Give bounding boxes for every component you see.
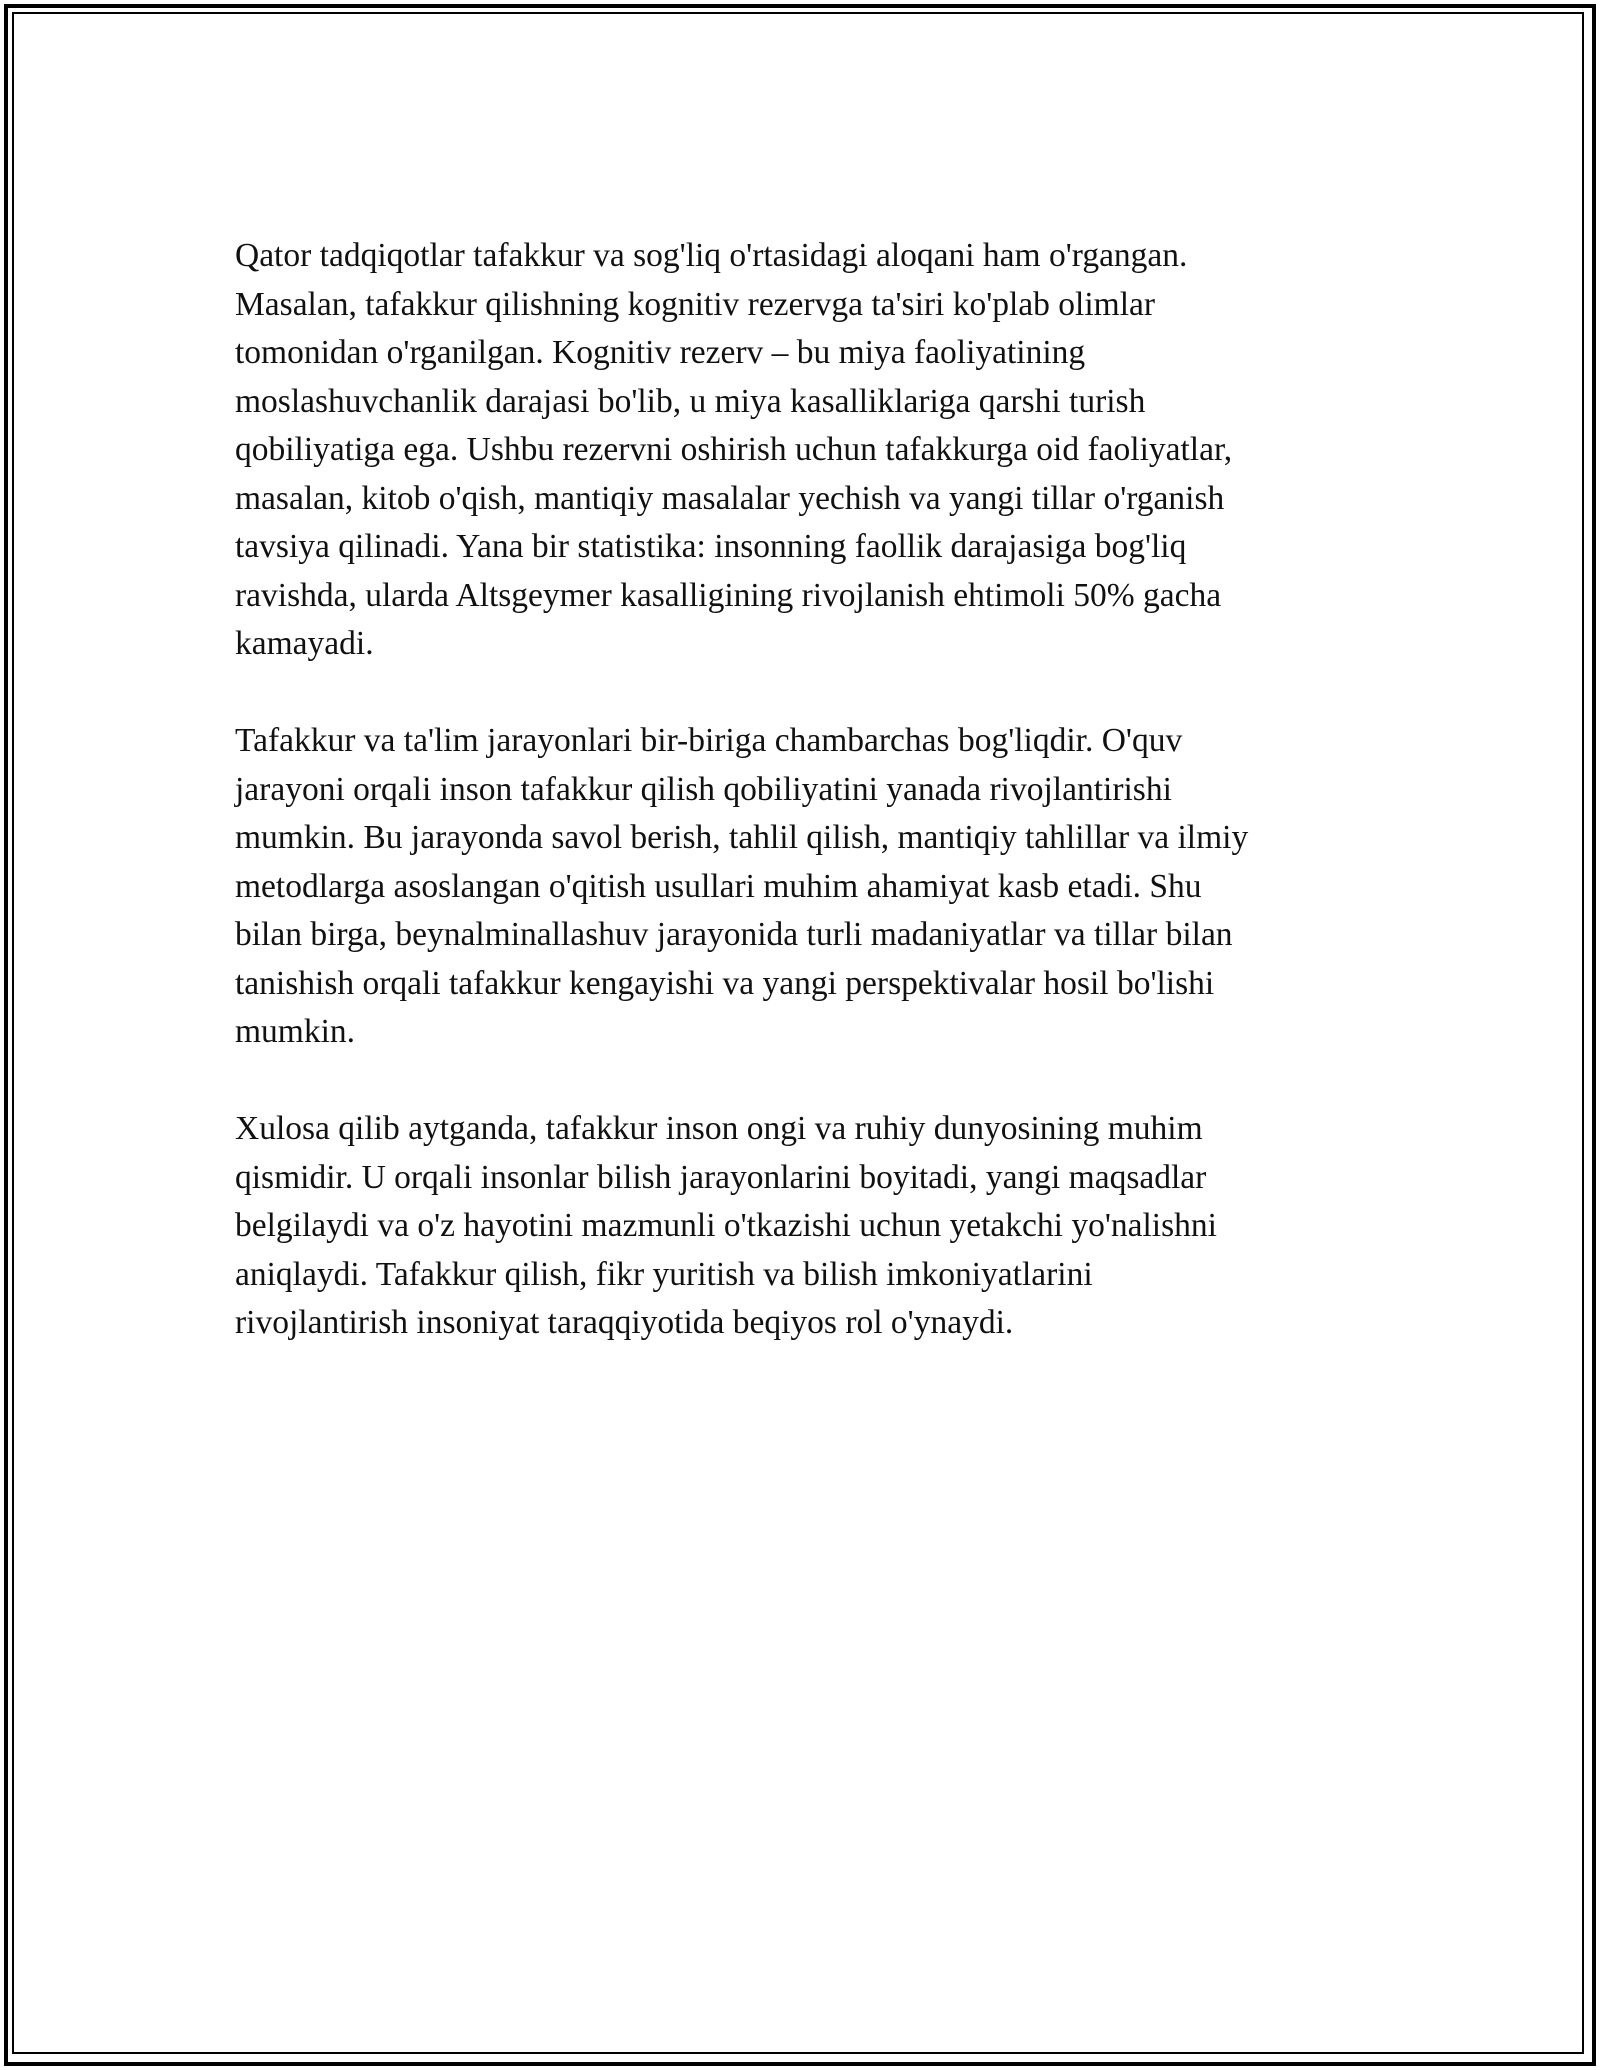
text-line: aniqlaydi. Tafakkur qilish, fikr yuritish va bilish imkoniyatlarini bbox=[235, 1255, 1093, 1293]
text-line: jarayoni orqali inson tafakkur qilish qobiliyatini yanada rivojlantirishi bbox=[235, 770, 1172, 808]
text-line: belgilaydi va o'z hayotini mazmunli o'tkazishi uchun yetakchi yo'nalishni bbox=[235, 1207, 1217, 1244]
text-line: ravishda, ularda Altsgeymer kasalligining rivojlanish ehtimoli 50% gacha bbox=[235, 576, 1222, 614]
text-line: tomonidan o'rganilgan. Kognitiv rezerv – bu miya faoliyatining bbox=[235, 334, 1086, 371]
text-line: rivojlantirish insoniyat taraqqiyotida beqiyos rol o'ynaydi. bbox=[235, 1304, 1014, 1341]
text-line: metodlarga asoslangan o'qitish usullari muhim ahamiyat kasb etadi. Shu bbox=[235, 867, 1202, 905]
text-line: Masalan, tafakkur qilishning kognitiv rezervga ta'siri ko'plab olimlar bbox=[235, 285, 1156, 323]
text-line: tavsiya qilinadi. Yana bir statistika: insonning faollik darajasiga bog'liq bbox=[235, 528, 1187, 565]
text-line: qismidir. U orqali insonlar bilish jarayonlarini boyitadi, yangi maqsadlar bbox=[235, 1158, 1207, 1196]
text-line: masalan, kitob o'qish, mantiqiy masalalar yechish va yangi tillar o'rganish bbox=[235, 479, 1225, 517]
document-body bbox=[235, 232, 1365, 1396]
paragraph-1 bbox=[235, 232, 1365, 669]
text-line: Xulosa qilib aytganda, tafakkur inson ongi va ruhiy dunyosining muhim bbox=[235, 1110, 1203, 1147]
text-line: mumkin. Bu jarayonda savol berish, tahlil qilish, mantiqiy tahlillar va ilmiy bbox=[235, 819, 1249, 856]
text-line: Qator tadqiqotlar tafakkur va sog'liq o'rtasidagi aloqani ham o'rgangan. bbox=[235, 237, 1188, 274]
text-line: qobiliyatiga ega. Ushbu rezervni oshirish uchun tafakkurga oid faoliyatlar, bbox=[235, 431, 1233, 468]
paragraph-2 bbox=[235, 717, 1365, 1057]
text-line: kamayadi. bbox=[235, 625, 374, 662]
text-line: moslashuvchanlik darajasi bo'lib, u miya kasalliklariga qarshi turish bbox=[235, 382, 1146, 420]
text-line: tanishish orqali tafakkur kengayishi va yangi perspektivalar hosil bo'lishi bbox=[235, 964, 1215, 1002]
paragraph-3 bbox=[235, 1105, 1365, 1348]
text-line: Tafakkur va ta'lim jarayonlari bir-biriga chambarchas bog'liqdir. O'quv bbox=[235, 722, 1183, 759]
text-line: mumkin. bbox=[235, 1013, 356, 1050]
text-line: bilan birga, beynalminallashuv jarayonida turli madaniyatlar va tillar bilan bbox=[235, 916, 1233, 953]
